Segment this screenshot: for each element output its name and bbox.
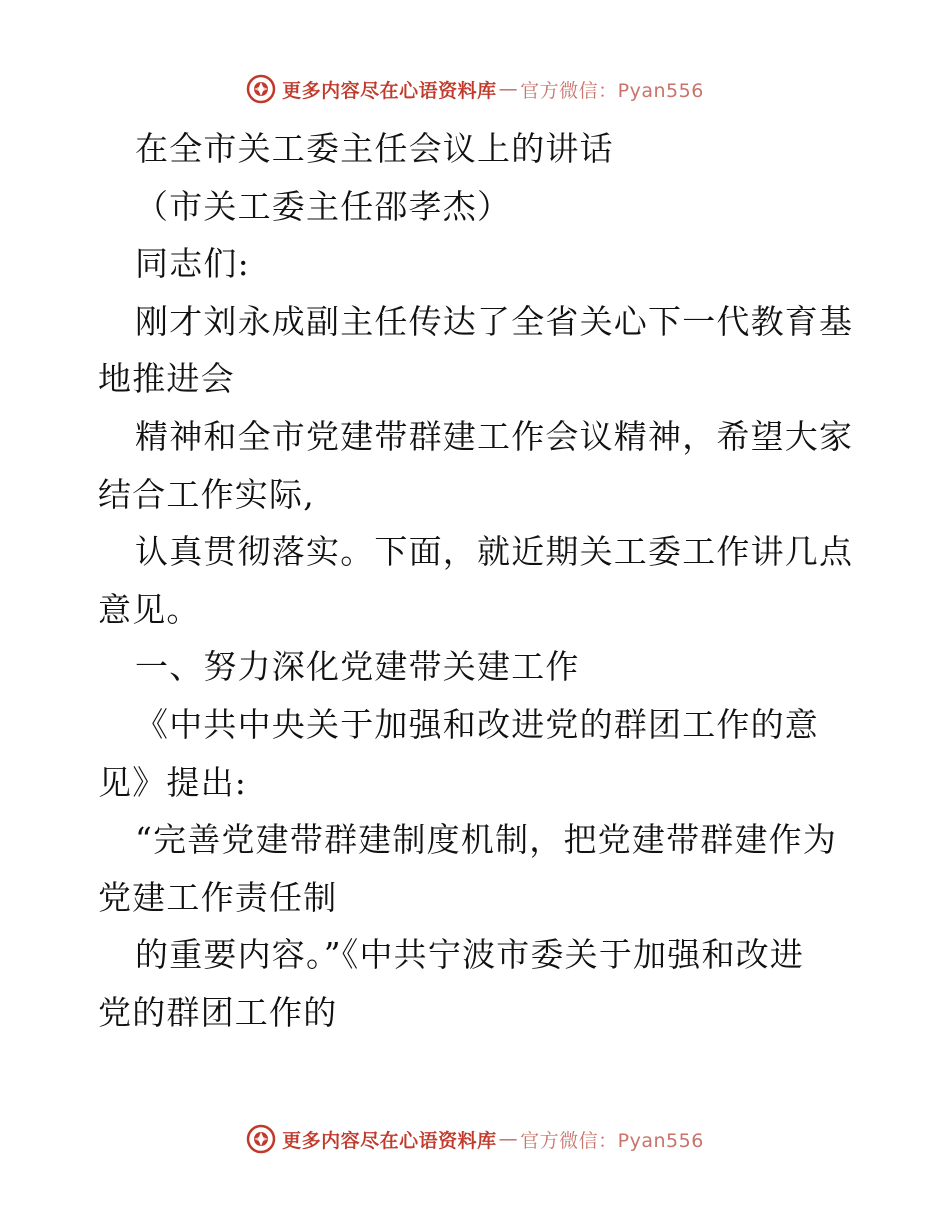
document-salutation: 同志们: xyxy=(135,244,250,284)
paragraph-line: 的重要内容。”《中共宁波市委关于加强和改进 xyxy=(135,935,805,975)
paragraph-line: 《中共中央关于加强和改进党的群团工作的意 xyxy=(135,704,819,744)
paragraph-line: 见》提出: xyxy=(98,762,248,802)
paragraph-line: 党建工作责任制 xyxy=(98,877,338,917)
paragraph-line: 意见。 xyxy=(98,589,201,629)
paragraph-line: 结合工作实际, xyxy=(98,474,315,514)
paragraph-line: 认真贯彻落实。下面，就近期关工委工作讲几点 xyxy=(135,532,854,572)
document-speaker: （市关工委主任邵孝杰） xyxy=(135,186,512,226)
footer-watermark xyxy=(0,1124,950,1154)
paragraph-line: 党的群团工作的 xyxy=(98,992,338,1032)
watermark-main-text: 更多内容尽在心语资料库 xyxy=(282,1129,497,1152)
paragraph-line: “完善党建带群建制度机制，把党建带群建作为 xyxy=(135,820,838,860)
watermark-separator: — xyxy=(498,78,519,100)
watermark-main-text: 更多内容尽在心语资料库 xyxy=(282,79,497,102)
red-flower-seal-icon xyxy=(246,74,276,104)
watermark-separator: — xyxy=(498,1128,519,1150)
paragraph-line: 精神和全市党建带群建工作会议精神，希望大家 xyxy=(135,416,854,456)
paragraph-line: 地推进会 xyxy=(98,359,235,399)
document-title: 在全市关工委主任会议上的讲话 xyxy=(135,129,614,168)
document-body xyxy=(98,120,854,1042)
section-heading: 一、努力深化党建带关建工作 xyxy=(135,647,580,687)
red-flower-seal-icon xyxy=(246,1124,276,1154)
header-watermark xyxy=(0,74,950,104)
watermark-wechat-text: 官方微信：Pyan556 xyxy=(520,1129,704,1152)
paragraph-line: 刚才刘永成副主任传达了全省关心下一代教育基 xyxy=(135,301,854,341)
watermark-wechat-text: 官方微信：Pyan556 xyxy=(520,79,704,102)
